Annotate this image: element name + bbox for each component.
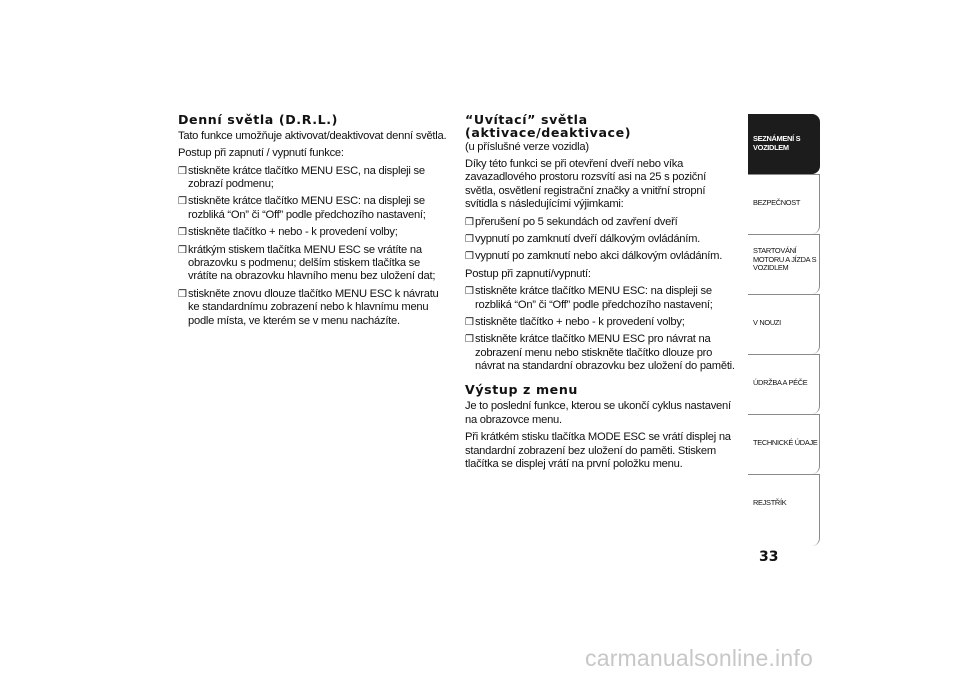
tab-udrzba-a-pece[interactable] [748, 354, 820, 414]
right-column [465, 114, 739, 476]
tab-label: STARTOVÁNÍ MOTORU A JÍZDA S VOZIDLEM [753, 246, 817, 273]
list-item: ❒ vypnutí po zamknutí dveří dálkovým ovládáním. [465, 233, 701, 246]
bullet-box-icon: ❒ [465, 234, 474, 246]
tab-bezpecnost[interactable] [748, 174, 820, 234]
welcome-procedure: Postup při zapnutí/vypnutí: [465, 267, 591, 280]
tab-seznameni-s-vozidlem[interactable] [748, 114, 820, 174]
list-item: ❒ vypnutí po zamknutí nebo akci dálkovým ovládáním. [465, 250, 723, 263]
bullet-box-icon: ❒ [178, 288, 187, 300]
list-item: ❒ krátkým stiskem tlačítka MENU ESC se vrátíte na obrazovku s podmenu; delším stiskem tlačítka se vrátíte na obrazovku hlavního menu bez uložení dat; [178, 243, 436, 283]
welcome-intro: Díky této funkci se při otevření dveří nebo víka zavazadlového prostoru rozsvítí asi na 25 s poziční světla, osvětlení registrační značky a vnitřní stropní svítidla s následujícími výjimkami: [465, 158, 706, 211]
bullet-box-icon: ❒ [178, 244, 187, 256]
bullet-box-icon: ❒ [178, 227, 187, 239]
tab-label: SEZNÁMENÍ S VOZIDLEM [753, 134, 801, 152]
tab-label: BEZPEČNOST [753, 198, 801, 207]
welcome-version-note: (u příslušné verze vozidla) [465, 140, 589, 153]
bullet-box-icon: ❒ [178, 165, 187, 177]
tab-label: REJSTŘÍK [753, 498, 787, 507]
tab-technicke-udaje[interactable] [748, 414, 820, 474]
section-heading-welcome-line1: “Uvítací” světla [465, 112, 588, 127]
list-item: ❒ přerušení po 5 sekundách od zavření dveří [465, 215, 678, 228]
tab-v-nouzi[interactable] [748, 294, 820, 354]
bullet-box-icon: ❒ [178, 196, 187, 208]
list-item: ❒ stiskněte tlačítko + nebo - k provedení volby; [178, 226, 398, 239]
bullet-box-icon: ❒ [465, 251, 474, 263]
watermark: carmanualsonline.info [585, 645, 813, 671]
section-heading-welcome-line2: (aktivace/deaktivace) [465, 124, 632, 140]
bullet-box-icon: ❒ [465, 286, 474, 298]
tab-label: TECHNICKÉ ÚDAJE [753, 438, 818, 447]
tab-rejstrik[interactable] [748, 474, 820, 546]
bullet-box-icon: ❒ [465, 334, 474, 346]
list-item: ❒ stiskněte krátce tlačítko MENU ESC: na displeji se rozbliká “On” či “Off” podle předchozího nastavení; [465, 285, 713, 311]
list-item: ❒ stiskněte krátce tlačítko MENU ESC: na displeji se rozbliká “On” či “Off” podle předchozího nastavení; [178, 195, 426, 221]
chapter-tabs [748, 114, 820, 546]
tab-label: ÚDRŽBA A PÉČE [753, 378, 808, 387]
bullet-box-icon: ❒ [465, 216, 474, 228]
page-number: 33 [759, 549, 779, 565]
section-heading-exit: Výstup z menu [465, 381, 578, 397]
drl-procedure: Postup při zapnutí / vypnutí funkce: [178, 147, 344, 160]
list-item: ❒ stiskněte krátce tlačítko MENU ESC, na displeji se zobrazí podmenu; [178, 164, 425, 191]
left-column [178, 114, 450, 332]
drl-intro: Tato funkce umožňuje aktivovat/deaktivovat denní světla. [178, 129, 447, 142]
tab-label: V NOUZI [753, 318, 781, 327]
section-heading-drl: Denní světla (D.R.L.) [178, 112, 338, 127]
exit-paragraph-1: Je to poslední funkce, kterou se ukončí cyklus nastavení na obrazovce menu. [465, 400, 731, 426]
tab-startovani[interactable] [748, 234, 820, 294]
list-item: ❒ stiskněte krátce tlačítko MENU ESC pro návrat na zobrazení menu nebo stiskněte tlačítko dlouze pro návrat na standardní obrazovku bez uložení do paměti. [465, 333, 735, 373]
list-item: ❒ stiskněte znovu dlouze tlačítko MENU ESC k návratu ke standardnímu zobrazení nebo k hlavnímu menu podle místa, ve kterém se v menu nacházíte. [178, 287, 439, 327]
bullet-box-icon: ❒ [465, 317, 474, 329]
exit-paragraph-2: Při krátkém stisku tlačítka MODE ESC se vrátí displej na standardní zobrazení bez uložení do paměti. Stiskem tlačítka se displej vrátí na první položku menu. [465, 431, 731, 471]
list-item: ❒ stiskněte tlačítko + nebo - k provedení volby; [465, 316, 685, 329]
